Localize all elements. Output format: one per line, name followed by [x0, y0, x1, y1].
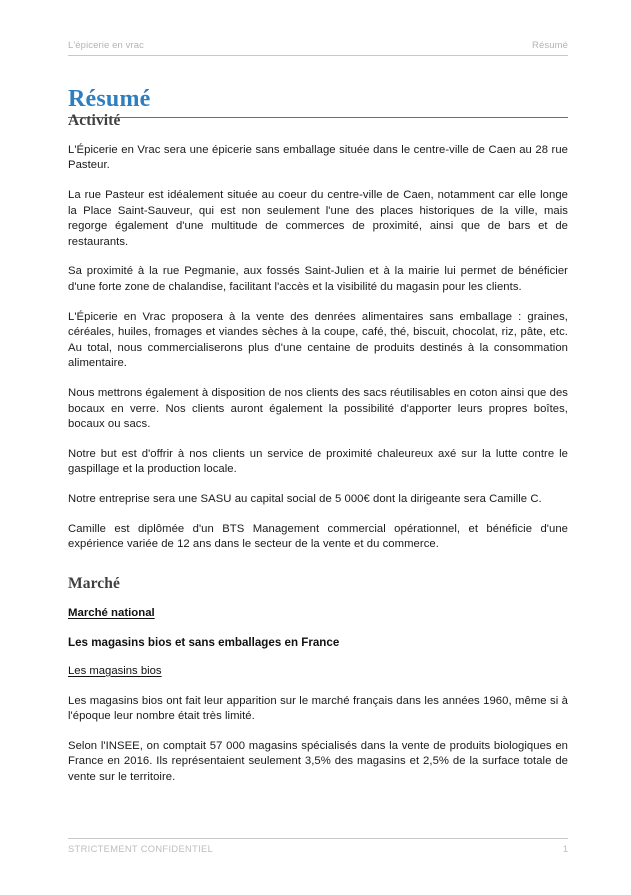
paragraph: Nous mettrons également à disposition de nos clients des sacs réutilisables en coton ainsi que des bocaux en verre. Nos clients auront également la possibilité d'apporter leurs propres boîtes, bocaux ou sacs. [68, 386, 568, 431]
sub-heading-magasins-bios-france: Les magasins bios et sans emballages en France [68, 635, 340, 649]
paragraph: Sa proximité à la rue Pegmanie, aux fossés Saint-Julien et à la mairie lui permet de bénéficier d'une forte zone de chalandise, facilitant l'accès et la visibilité du magasin pour les clients. [68, 265, 568, 293]
section-heading-activite: Activité [68, 112, 121, 129]
document-body [68, 112, 568, 785]
paragraph: L'Épicerie en Vrac proposera à la vente des denrées alimentaires sans emballage : graines, céréales, huiles, fromages et viandes sèches à la coupe, café, thé, biscuit, chocolat, riz, pâte, etc. Au total, nous commercialiserons plus d'une centaine de produits destinés à la consommation alimentaire. [68, 310, 568, 370]
paragraph: Notre entreprise sera une SASU au capital social de 5 000€ dont la dirigeante sera Camille C. [68, 492, 542, 505]
section-heading-marche: Marché [68, 574, 120, 592]
section-activite [68, 112, 568, 553]
sub-heading-les-magasins-bios: Les magasins bios [68, 664, 162, 677]
section-marche [68, 575, 568, 786]
sub-heading-marche-national: Marché national [68, 606, 155, 619]
paragraph: La rue Pasteur est idéalement située au coeur du centre-ville de Caen, notamment car elle longe la Place Saint-Sauveur, qui est non seulement l'une des places historiques de la ville, mais regorge également d'une multitude de commerces de proximité, ainsi que de bars et de restaurants. [68, 189, 568, 248]
paragraph: Les magasins bios ont fait leur apparition sur le marché français dans les années 1960, même si à l'époque leur nombre était très limité. [68, 694, 568, 723]
paragraph: Camille est diplômée d'un BTS Management commercial opérationnel, et bénéficie d'une expérience variée de 12 ans dans le secteur de la vente et du commerce. [68, 522, 568, 551]
chapter-title: Résumé [68, 86, 568, 118]
header-section-title: Résumé [532, 40, 568, 51]
running-header [68, 41, 568, 56]
paragraph: L'Épicerie en Vrac sera une épicerie sans emballage située dans le centre-ville de Caen au 28 rue Pasteur. [68, 143, 568, 172]
running-footer [68, 838, 568, 854]
paragraph: Notre but est d'offrir à nos clients un service de proximité chaleureux axé sur la lutte contre le gaspillage et la production locale. [68, 447, 568, 476]
header-document-title: L'épicerie en vrac [68, 40, 144, 51]
paragraph: Selon l'INSEE, on comptait 57 000 magasins spécialisés dans la vente de produits biologiques en France en 2016. Ils représentaient seulement 3,5% des magasins et 2,5% de la surface totale de vente sur le territoire. [68, 739, 568, 783]
footer-confidentiality-notice: STRICTEMENT CONFIDENTIEL [68, 844, 214, 854]
page-content-frame [68, 0, 568, 895]
footer-page-number: 1 [562, 844, 568, 854]
